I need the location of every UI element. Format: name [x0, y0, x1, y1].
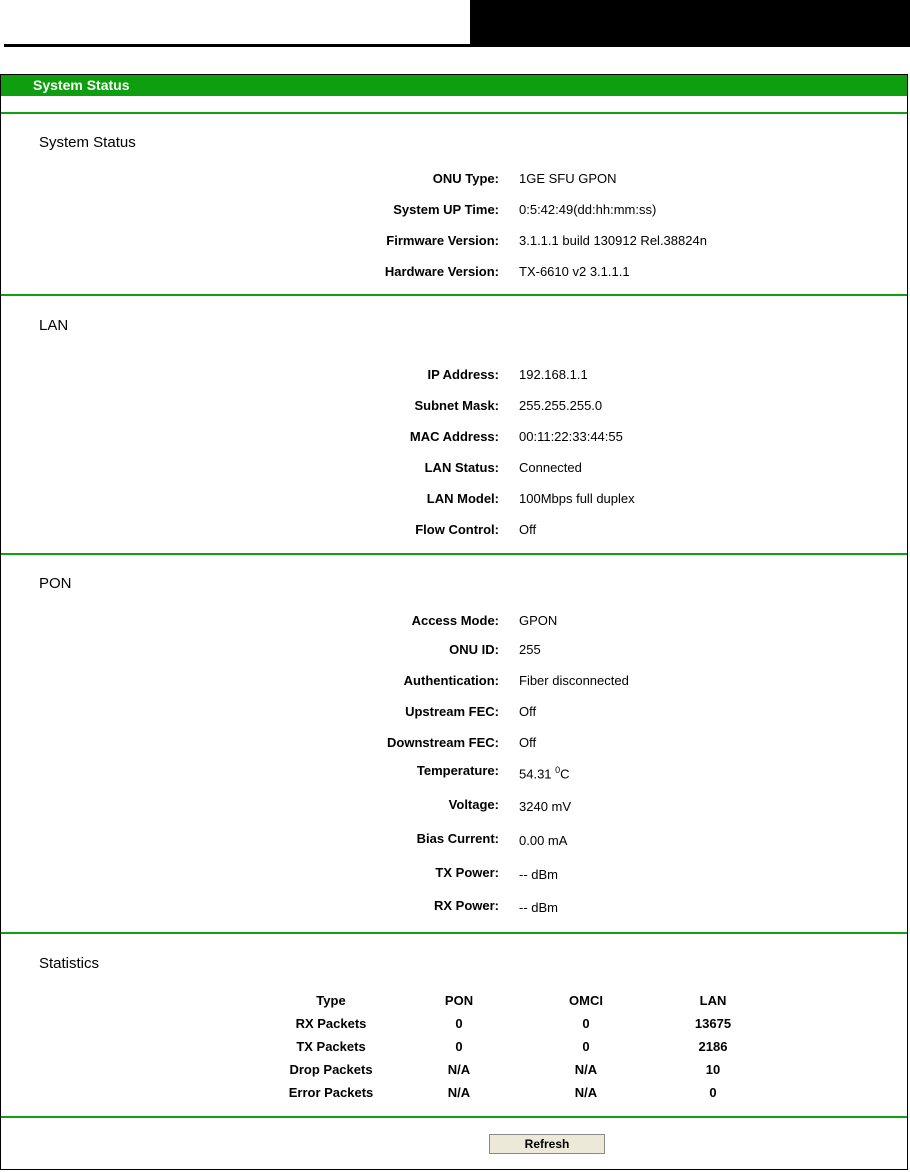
- value-upstream-fec: Off: [519, 704, 537, 719]
- label-temperature: Temperature:: [416, 763, 499, 778]
- value-lan-status: Connected: [519, 460, 582, 475]
- value-bias-current: 0.00 mA: [519, 833, 568, 848]
- label-lan-status: LAN Status:: [424, 460, 499, 475]
- value-subnet-mask: 255.255.255.0: [519, 398, 603, 413]
- section-divider: [1, 112, 907, 114]
- stat-error-omci: N/A: [574, 1085, 598, 1100]
- stat-header-omci: OMCI: [569, 993, 603, 1008]
- section-divider: [1, 932, 907, 934]
- label-mac-address: MAC Address:: [409, 429, 499, 444]
- label-authentication: Authentication:: [403, 673, 499, 688]
- label-upstream-fec: Upstream FEC:: [405, 704, 499, 719]
- stat-header-pon: PON: [444, 993, 474, 1008]
- label-bias-current: Bias Current:: [416, 831, 499, 846]
- value-ip-address: 192.168.1.1: [519, 367, 588, 382]
- stat-error-lan: 0: [709, 1085, 717, 1100]
- section-title-system: System Status: [39, 134, 136, 151]
- stat-rx-omci: 0: [582, 1016, 590, 1031]
- stat-drop-omci: N/A: [574, 1062, 598, 1077]
- page-title: System Status: [33, 77, 130, 93]
- section-title-lan: LAN: [39, 317, 69, 334]
- stat-rx-lan: 13675: [694, 1016, 732, 1031]
- section-divider: [1, 1116, 907, 1118]
- stat-error-type: Error Packets: [288, 1085, 374, 1100]
- value-voltage: 3240 mV: [519, 799, 572, 814]
- temperature-number: 54.31: [519, 766, 556, 782]
- value-downstream-fec: Off: [519, 735, 537, 750]
- stat-rx-pon: 0: [455, 1016, 463, 1031]
- value-system-up-time: 0:5:42:49(dd:hh:mm:ss): [519, 202, 657, 217]
- label-rx-power: RX Power:: [433, 898, 499, 913]
- value-lan-model: 100Mbps full duplex: [519, 491, 635, 506]
- section-divider: [1, 553, 907, 555]
- label-voltage: Voltage:: [448, 797, 499, 812]
- stat-header-lan: LAN: [699, 993, 727, 1008]
- header-black-block: [470, 0, 910, 47]
- label-lan-model: LAN Model:: [426, 491, 499, 506]
- status-panel: [0, 74, 908, 1170]
- stat-tx-pon: 0: [455, 1039, 463, 1054]
- label-flow-control: Flow Control:: [415, 522, 499, 537]
- document-header: [0, 0, 910, 50]
- value-onu-id: 255: [519, 642, 541, 657]
- value-access-mode: GPON: [519, 613, 558, 628]
- label-firmware-version: Firmware Version:: [386, 233, 499, 248]
- temperature-unit: C: [560, 766, 570, 782]
- refresh-button[interactable]: Refresh: [489, 1134, 605, 1154]
- stat-error-pon: N/A: [447, 1085, 471, 1100]
- section-divider: [1, 294, 907, 296]
- value-mac-address: 00:11:22:33:44:55: [519, 429, 623, 444]
- stat-drop-type: Drop Packets: [289, 1062, 373, 1077]
- stat-tx-type: TX Packets: [296, 1039, 366, 1054]
- label-onu-type: ONU Type:: [432, 171, 499, 186]
- stat-drop-lan: 10: [705, 1062, 721, 1077]
- section-title-pon: PON: [39, 575, 72, 592]
- label-access-mode: Access Mode:: [411, 613, 499, 628]
- label-system-up-time: System UP Time:: [393, 202, 499, 217]
- value-authentication: Fiber disconnected: [519, 673, 629, 688]
- stat-header-type: Type: [316, 993, 346, 1008]
- label-downstream-fec: Downstream FEC:: [387, 735, 499, 750]
- value-hardware-version: TX-6610 v2 3.1.1.1: [519, 264, 630, 279]
- temperature-degree-mark: 0: [555, 765, 561, 775]
- stat-drop-pon: N/A: [447, 1062, 471, 1077]
- label-subnet-mask: Subnet Mask:: [414, 398, 499, 413]
- value-firmware-version: 3.1.1.1 build 130912 Rel.38824n: [519, 233, 707, 248]
- stat-tx-omci: 0: [582, 1039, 590, 1054]
- stat-rx-type: RX Packets: [295, 1016, 367, 1031]
- value-rx-power: -- dBm: [519, 900, 558, 915]
- value-flow-control: Off: [519, 522, 537, 537]
- section-title-statistics: Statistics: [39, 955, 100, 972]
- label-hardware-version: Hardware Version:: [384, 264, 499, 279]
- value-temperature: [519, 765, 570, 781]
- stat-tx-lan: 2186: [698, 1039, 728, 1054]
- label-ip-address: IP Address:: [427, 367, 499, 382]
- value-tx-power: -- dBm: [519, 867, 558, 882]
- label-tx-power: TX Power:: [435, 865, 499, 880]
- label-onu-id: ONU ID:: [449, 642, 499, 657]
- value-onu-type: 1GE SFU GPON: [519, 171, 617, 186]
- title-bar: [1, 75, 907, 96]
- header-rule: [4, 44, 910, 47]
